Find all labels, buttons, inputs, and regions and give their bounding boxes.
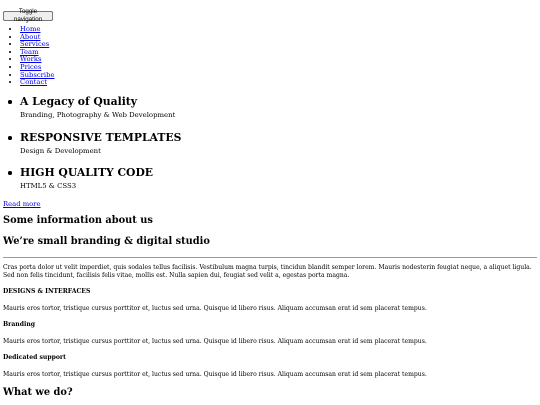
feature-text-branding: Mauris eros tortor, tristique cursus porttitor et, luctus sed urna. Quisque id libero risus. Aliquam accumsan erat id sem placerat tempus. [3, 338, 427, 345]
slide-subtitle: HTML5 & CSS3 [20, 182, 77, 190]
nav-link-works[interactable]: Works [20, 55, 42, 64]
nav-link-prices[interactable]: Prices [20, 62, 42, 71]
slide-title: A Legacy of Quality [20, 95, 138, 108]
bullet-dot-icon [8, 136, 12, 140]
services-heading: What we do? [3, 387, 73, 398]
about-intro: Cras porta dolor ut velit imperdiet, quis sodales tellus facilisis. Vestibulum magna turpis, tincidun blandit semper lorem. Mauris nodesterin feugiat neque, a aliquet ligula. Sed non felis tincidunt, facilisis felis vitae, mollis est. Nulla sapien dui, feugiat sed velit a, egestas porta magna. [3, 264, 532, 279]
feature-text-designs: Mauris eros tortor, tristique cursus porttitor et, luctus sed urna. Quisque id libero risus. Aliquam accumsan erat id sem placerat tempus. [3, 305, 427, 312]
nav-link-services[interactable]: Services [20, 40, 50, 49]
slide-1 [20, 94, 175, 120]
nav-link-subscribe[interactable]: Subscribe [20, 70, 55, 79]
bullet-dot-icon [8, 100, 12, 104]
feature-title-designs: DESIGNS & INTERFACES [3, 288, 91, 295]
section-divider [3, 257, 537, 258]
nav-link-home[interactable]: Home [20, 25, 41, 33]
slide-title: RESPONSIVE TEMPLATES [20, 131, 182, 144]
slide-title: HIGH QUALITY CODE [20, 166, 154, 179]
slide-subtitle: Design & Development [20, 147, 101, 155]
read-more-link[interactable]: Read more [3, 200, 41, 208]
nav-link-contact[interactable]: Contact [20, 78, 47, 87]
feature-title-support: Dedicated support [3, 354, 66, 361]
nav-link-team[interactable]: Team [20, 47, 39, 56]
feature-title-branding: Branding [3, 321, 36, 328]
feature-text-support: Mauris eros tortor, tristique cursus porttitor et, luctus sed urna. Quisque id libero risus. Aliquam accumsan erat id sem placerat tempus. [3, 371, 427, 378]
bullet-dot-icon [8, 171, 12, 175]
toggle-navigation-button[interactable]: Toggle navigation [3, 11, 53, 21]
about-subheading: We’re small branding & digital studio [3, 236, 210, 247]
slide-3 [20, 165, 153, 191]
about-heading: Some information about us [3, 215, 153, 226]
nav-item-contact [20, 79, 54, 87]
slide-2 [20, 130, 181, 156]
nav-link-about[interactable]: About [20, 32, 41, 41]
slide-subtitle: Branding, Photography & Web Development [20, 111, 176, 119]
main-nav [0, 26, 54, 87]
